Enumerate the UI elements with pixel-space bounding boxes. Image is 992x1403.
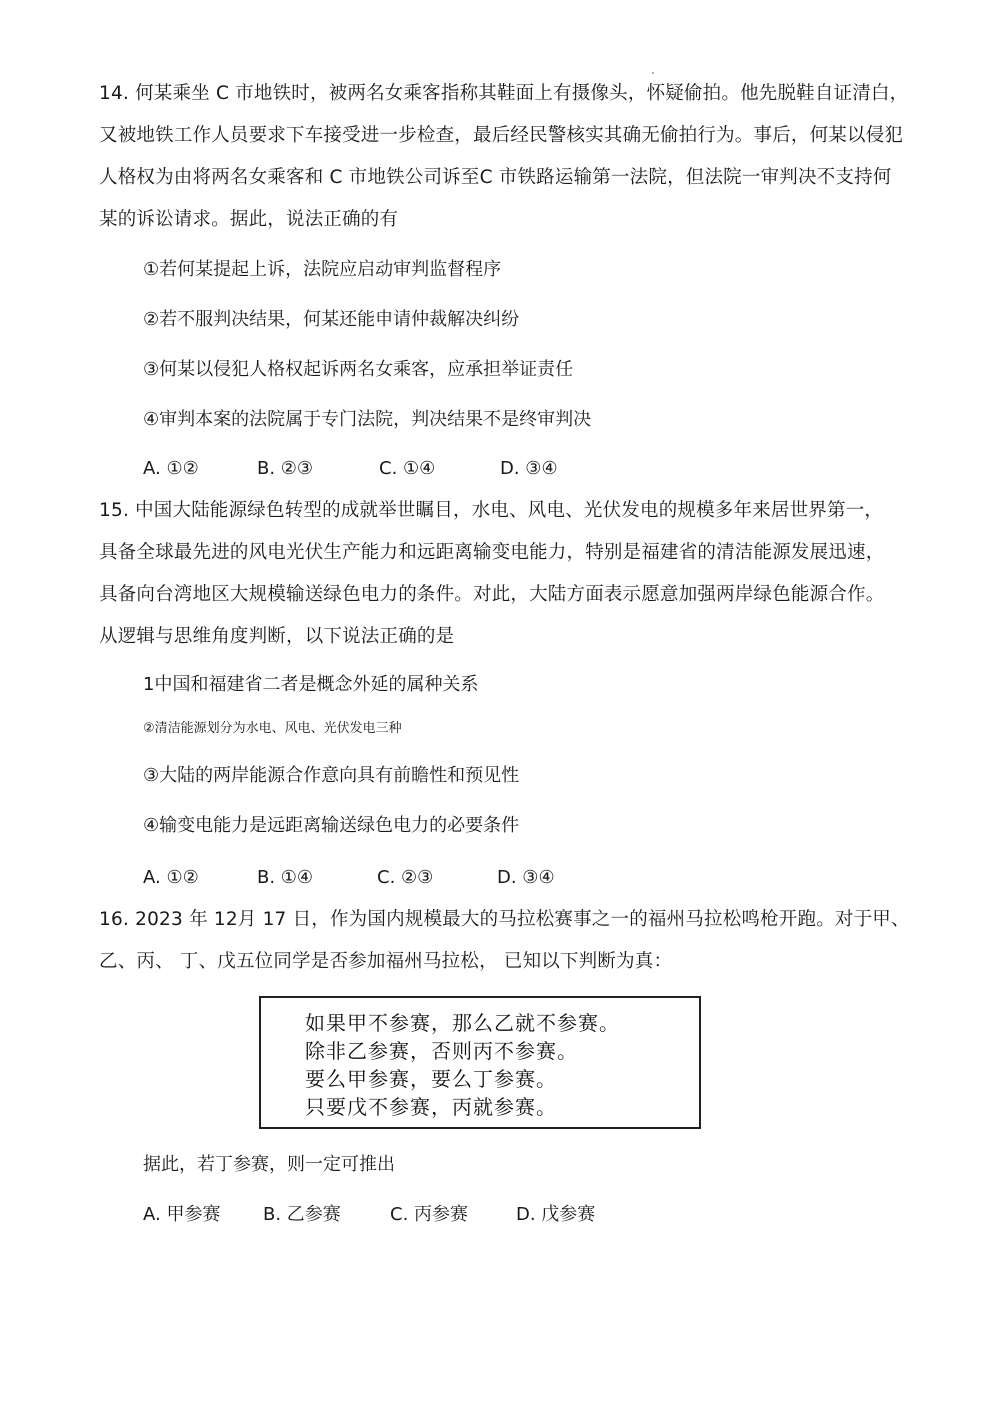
question-15-line: 具备全球最先进的风电光伏生产能力和远距离输变电能力，特别是福建省的清洁能源发展迅速， <box>99 542 885 563</box>
question-15-option-4: ④输变电能力是远距离输送绿色电力的必要条件 <box>143 815 520 836</box>
question-14-stem <box>99 73 929 241</box>
question-15-line: 具备向台湾地区大规模输送绿色电力的条件。对此，大陆方面表示愿意加强两岸绿色能源合作。 <box>99 584 885 605</box>
question-15-stem <box>99 490 929 658</box>
question-16-line: 乙、丙、 丁、戊五位同学是否参加福州马拉松， 已知以下判断为真： <box>99 951 673 972</box>
condition-line: 只要戊不参赛，丙就参赛。 <box>305 1095 557 1119</box>
choice-a: A. 甲参赛 <box>143 1204 221 1225</box>
choice-a: A. ①② <box>143 867 199 888</box>
question-15-line: 从逻辑与思维角度判断，以下说法正确的是 <box>99 626 455 647</box>
choice-a: A. ①② <box>143 458 199 479</box>
question-14-option-4: ④审判本案的法院属于专门法院，判决结果不是终审判决 <box>143 409 592 430</box>
question-15-line: 15. 中国大陆能源绿色转型的成就举世瞩目，水电、风电、光伏发电的规模多年来居世界第一， <box>99 500 884 521</box>
question-14-option-3: ③何某以侵犯人格权起诉两名女乘客，应承担举证责任 <box>143 359 574 380</box>
question-16-line: 16. 2023 年 12月 17 日，作为国内规模最大的马拉松赛事之一的福州马拉松鸣枪开跑。对于甲、 <box>99 909 910 930</box>
question-16-prompt: 据此，若丁参赛，则一定可推出 <box>143 1154 395 1175</box>
choice-d: D. 戊参赛 <box>516 1204 596 1225</box>
condition-line: 如果甲不参赛，那么乙就不参赛。 <box>305 1011 620 1035</box>
question-14-line: 又被地铁工作人员要求下车接受进一步检查，最后经民警核实其确无偷拍行为。事后，何某以侵犯 <box>99 125 904 146</box>
conditions-box <box>259 996 701 1129</box>
question-14-line: 人格权为由将两名女乘客和 C 市地铁公司诉至C 市铁路运输第一法院，但法院一审判决不支持何 <box>99 167 892 188</box>
question-14-line: 14. 何某乘坐 C 市地铁时，被两名女乘客指称其鞋面上有摄像头，怀疑偷拍。他先脱鞋自证清白， <box>99 83 909 104</box>
question-14-line: 某的诉讼请求。据此，说法正确的有 <box>99 209 399 230</box>
choice-b: B. ①④ <box>257 867 314 888</box>
choice-c: C. 丙参赛 <box>390 1204 469 1225</box>
question-14-option-1: ①若何某提起上诉，法院应启动审判监督程序 <box>143 259 502 280</box>
choice-c: C. ①④ <box>379 458 436 479</box>
question-15-option-2: ②清洁能源划分为水电、风电、光伏发电三种 <box>143 721 402 736</box>
question-14-option-2: ②若不服判决结果，何某还能申请仲裁解决纠纷 <box>143 309 520 330</box>
question-15-option-3: ③大陆的两岸能源合作意向具有前瞻性和预见性 <box>143 765 520 786</box>
choice-b: B. 乙参赛 <box>263 1204 341 1225</box>
choice-d: D. ③④ <box>500 458 558 479</box>
question-16-stem <box>99 899 929 983</box>
condition-line: 要么甲参赛，要么丁参赛。 <box>305 1067 557 1091</box>
choice-d: D. ③④ <box>497 867 555 888</box>
choice-c: C. ②③ <box>377 867 434 888</box>
question-15-option-1: 1中国和福建省二者是概念外延的属种关系 <box>143 674 479 695</box>
choice-b: B. ②③ <box>257 458 314 479</box>
condition-line: 除非乙参赛，否则丙不参赛。 <box>305 1039 578 1063</box>
